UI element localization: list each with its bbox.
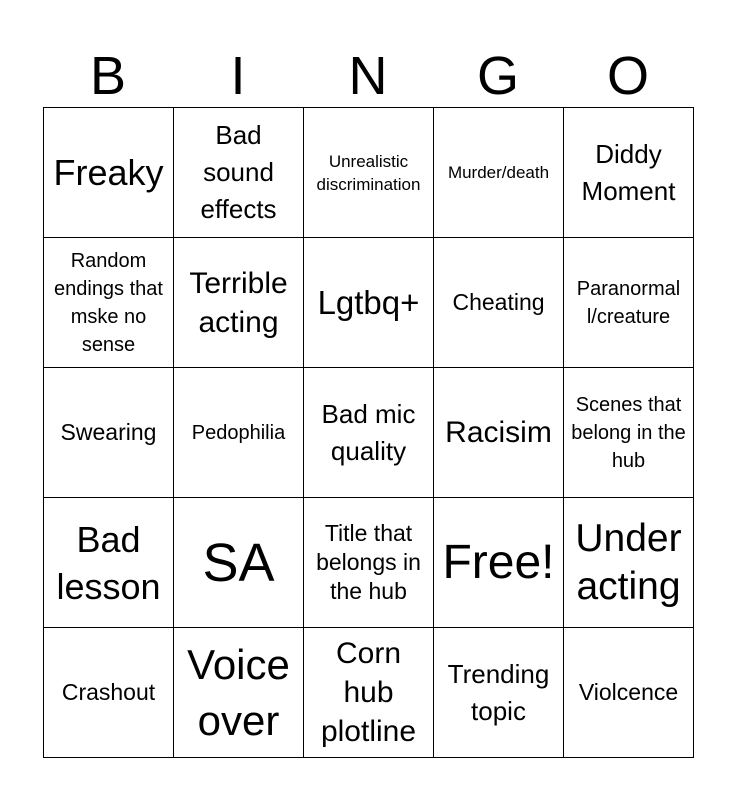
cell-label: Cheating <box>452 289 545 315</box>
bingo-cell[interactable] <box>304 498 434 628</box>
cell-label: Trending topic <box>447 658 550 726</box>
cell-label: Diddy Moment <box>581 138 676 206</box>
cell-label: Terrible acting <box>189 266 288 339</box>
cell-label: Title that belongs in the hub <box>316 520 421 604</box>
cell-label: Free! <box>442 535 555 589</box>
header-letter-i: I <box>230 46 246 106</box>
bingo-cell[interactable] <box>564 498 694 628</box>
cell-label: Violcence <box>578 679 679 705</box>
bingo-cell[interactable] <box>304 108 434 238</box>
header-letter-b: B <box>89 46 127 106</box>
board-row <box>44 368 694 498</box>
board-row <box>44 498 694 628</box>
bingo-cell[interactable] <box>174 238 304 368</box>
cell-label: Corn hub plotline <box>320 637 417 748</box>
bingo-cell[interactable] <box>434 238 564 368</box>
cell-label: SA <box>202 532 275 593</box>
header-letter-n: N <box>348 46 388 106</box>
cell-label: Bad lesson <box>56 518 161 607</box>
board-row <box>44 108 694 238</box>
bingo-cell[interactable] <box>304 628 434 758</box>
cell-label: Voice over <box>187 640 290 744</box>
bingo-cell[interactable] <box>564 368 694 498</box>
bingo-cell[interactable] <box>434 628 564 758</box>
cell-label: Random endings that mske no sense <box>54 249 163 356</box>
bingo-cell[interactable] <box>564 108 694 238</box>
bingo-cell[interactable] <box>434 108 564 238</box>
bingo-cell[interactable] <box>434 368 564 498</box>
header-letter-o: O <box>606 46 649 106</box>
cell-label: Paranormal l/creature <box>576 277 681 328</box>
cell-label: Racisim <box>445 416 552 449</box>
cell-label: Bad sound effects <box>200 120 277 224</box>
header-letter-g: G <box>476 46 519 106</box>
cell-label: Swearing <box>60 419 157 445</box>
bingo-cell[interactable] <box>434 498 564 628</box>
bingo-header <box>43 46 693 106</box>
bingo-cell[interactable] <box>564 628 694 758</box>
bingo-board <box>43 107 694 758</box>
bingo-cell[interactable] <box>564 238 694 368</box>
board-row <box>44 628 694 758</box>
cell-label: Crashout <box>61 679 156 705</box>
bingo-cell[interactable] <box>304 368 434 498</box>
cell-label: Freaky <box>53 152 164 193</box>
bingo-cell[interactable] <box>174 498 304 628</box>
bingo-cell[interactable] <box>44 628 174 758</box>
bingo-cell[interactable] <box>174 628 304 758</box>
bingo-cell[interactable] <box>44 108 174 238</box>
cell-label: Scenes that belong in the hub <box>571 393 686 472</box>
bingo-cell[interactable] <box>44 498 174 628</box>
bingo-cell[interactable] <box>304 238 434 368</box>
bingo-cell[interactable] <box>174 108 304 238</box>
cell-label: Pedophilia <box>191 421 286 444</box>
bingo-cell[interactable] <box>174 368 304 498</box>
board-row <box>44 238 694 368</box>
cell-label: Lgtbq+ <box>317 284 420 321</box>
bingo-cell[interactable] <box>44 238 174 368</box>
cell-label: Under acting <box>575 516 682 608</box>
cell-label: Murder/death <box>447 163 550 182</box>
cell-label: Unrealistic discrimination <box>316 151 421 194</box>
bingo-cell[interactable] <box>44 368 174 498</box>
cell-label: Bad mic quality <box>321 398 416 466</box>
